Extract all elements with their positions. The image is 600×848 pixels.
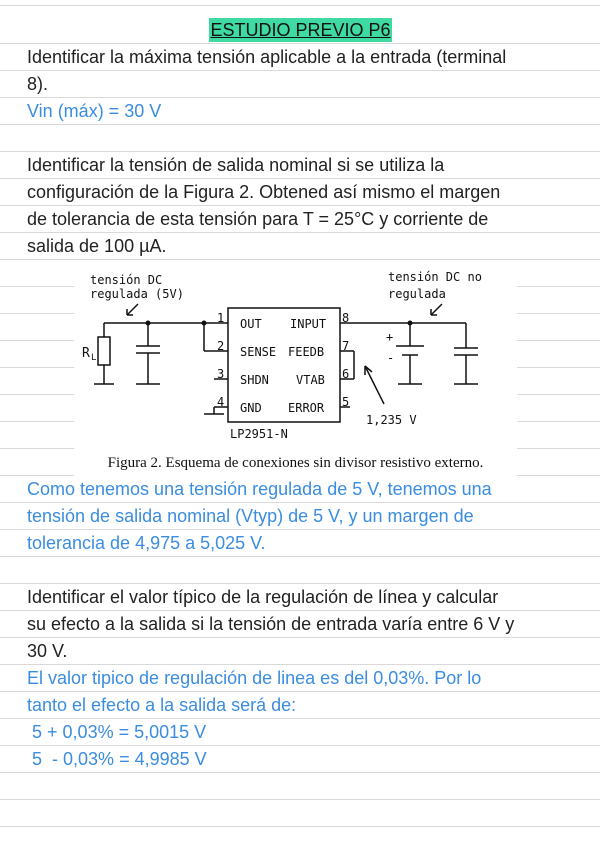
chip-name: LP2951-N xyxy=(230,427,288,441)
pin-input-label: INPUT xyxy=(290,317,327,331)
battery-minus: - xyxy=(387,351,395,365)
answer-2: Como tenemos una tensión regulada de 5 V, tenemos una tensión de salida nominal (Vtyp) de 5 V, y un margen de tolerancia de 4,975 a 5,025 V. xyxy=(27,479,492,553)
pin-number-3: 3 xyxy=(217,367,225,381)
answer-3: El valor tipico de regulación de linea es del 0,03%. Por lo tanto el efecto a la salida será de: 5 + 0,03% = 5,0015 V 5 - 0,03% = 4,9985 V xyxy=(27,668,482,769)
pin-number-1: 1 xyxy=(217,311,225,325)
pin-number-6: 6 xyxy=(342,367,350,381)
resistor-subscript: L xyxy=(91,353,97,363)
circuit-figure xyxy=(74,262,517,476)
pin-number-7: 7 xyxy=(342,339,350,353)
pin-sense-label: SENSE xyxy=(240,345,277,359)
pin-gnd-label: GND xyxy=(240,401,262,415)
reference-voltage: 1,235 V xyxy=(366,413,417,427)
pin-number-4: 4 xyxy=(217,395,225,409)
pin-vtab-label: VTAB xyxy=(296,373,325,387)
label-regulated-1: tensión DC xyxy=(90,273,163,287)
pin-shdn-label: SHDN xyxy=(240,373,269,387)
caption-label: Figura 2. xyxy=(107,455,162,471)
page-title: ESTUDIO PREVIO P6 xyxy=(210,20,391,40)
question-2: Identificar la tensión de salida nominal si se utiliza la configuración de la Figura 2. Obtened así mismo el margen de tolerancia de esta tensión para T = 25°C y corriente de salida de 100 µA. xyxy=(27,155,501,256)
label-unregulated-2: regulada xyxy=(388,287,446,301)
label-unregulated-1: tensión DC no xyxy=(388,270,482,284)
pin-out-label: OUT xyxy=(240,317,262,331)
pin-error-label: ERROR xyxy=(288,401,325,415)
figure-caption xyxy=(74,455,517,472)
question-1: Identificar la máxima tensión aplicable a la entrada (terminal 8). xyxy=(27,47,507,94)
pin-feedb-label: FEEDB xyxy=(288,345,325,359)
resistor-label: R xyxy=(82,346,90,361)
label-regulated-2: regulada (5V) xyxy=(90,287,184,301)
question-3: Identificar el valor típico de la regulación de línea y calcular su efecto a la salida si la tensión de entrada varía entre 6 V y 30 V. xyxy=(27,587,515,661)
pin-number-5: 5 xyxy=(342,395,350,409)
circuit-diagram xyxy=(74,262,517,452)
pin-number-2: 2 xyxy=(217,339,225,353)
answer-1: Vin (máx) = 30 V xyxy=(27,101,162,121)
pin-number-8: 8 xyxy=(342,311,350,325)
caption-text: Esquema de conexiones sin divisor resistivo externo. xyxy=(161,455,484,471)
battery-plus: + xyxy=(386,330,394,344)
